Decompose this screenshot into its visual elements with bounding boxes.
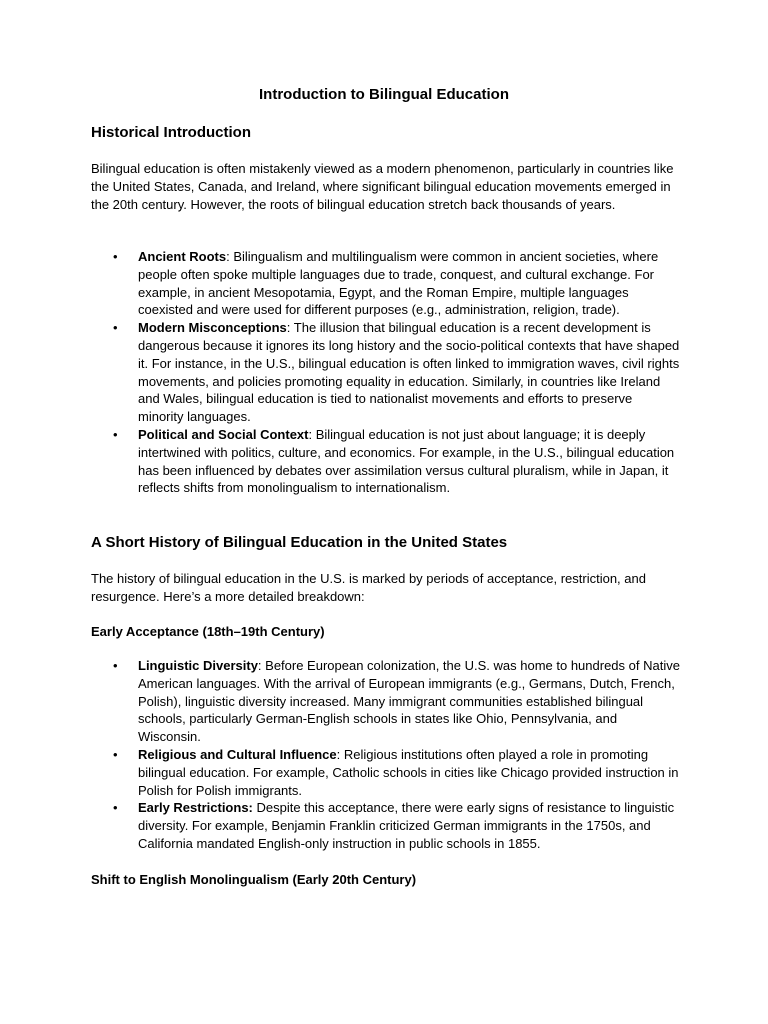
- bullet-term: Religious and Cultural Influence: [138, 746, 337, 762]
- bullet-icon: •: [113, 658, 118, 673]
- bullet-term: Ancient Roots: [138, 249, 227, 264]
- bullet-term: Linguistic Diversity: [138, 658, 258, 673]
- bullet-text: : Before European colonization, the U.S. was home to hundreds of Native American languages. With the arrival of European immigrants (e.g., Germans, Dutch, French, Polish), linguistic diversity increased. Many immigrant communities established bilingual schools, particularly German-English schools in states like Ohio, Pennsylvania, and Wisconsin.: [138, 658, 680, 745]
- bullet-text: : Religious institutions often played a role in promoting bilingual education. For example, Catholic schools in cities like Chicago provided instruction in Polish for Polish immigrants.: [138, 746, 679, 798]
- bullet-icon: •: [113, 746, 118, 762]
- bullet-text: : Bilingualism and multilingualism were common in ancient societies, where people often spoke multiple languages due to trade, conquest, and cultural exchange. For example, in ancient Mesopotamia, Egypt, and the Roman Empire, multiple languages coexisted and were used for different purposes (e.g., administration, religion, trade).: [138, 249, 659, 318]
- list-item: [91, 657, 681, 746]
- bullet-text: : Bilingual education is not just about language; it is deeply intertwined with politics, culture, and economics. For example, in the U.S., bilingual education has been influenced by debates over assimilation versus cultural pluralism, while in Japan, it reflects shifts from monolingualism to internationalism.: [138, 426, 675, 496]
- list-item: [91, 426, 681, 497]
- list-item: [91, 248, 681, 319]
- list-item: [91, 319, 681, 426]
- subsection-heading-english-monolingualism: Shift to English Monolingualism (Early 20th Century): [91, 872, 417, 887]
- section-heading-historical-introduction: Historical Introduction: [91, 124, 252, 141]
- bullet-icon: •: [113, 249, 118, 264]
- bullet-term: Modern Misconceptions: [138, 320, 287, 336]
- historical-bullet-list: [91, 248, 681, 497]
- document-title: Introduction to Bilingual Education: [259, 86, 509, 103]
- list-item: [91, 799, 681, 852]
- section-heading-us-history: A Short History of Bilingual Education in the United States: [91, 534, 508, 551]
- early-acceptance-bullet-list: [91, 657, 681, 853]
- us-history-paragraph: The history of bilingual education in the U.S. is marked by periods of acceptance, restriction, and resurgence. Here’s a more detailed breakdown:: [91, 571, 646, 604]
- bullet-icon: •: [113, 320, 118, 336]
- bullet-text: : The illusion that bilingual education is a recent development is dangerous because it ignores its long history and the socio-political contexts that have shaped it. For instance, in the U.S., bilingual education is often linked to immigration waves, civil rights movements, and policies promoting equality in education. Similarly, in countries like Ireland and Wales, bilingual education is tied to nationalist movements and efforts to preserve minority languages.: [138, 320, 680, 425]
- bullet-term: Political and Social Context: [138, 426, 309, 442]
- historical-introduction-paragraph: Bilingual education is often mistakenly viewed as a modern phenomenon, particularly in countries like the United States, Canada, and Ireland, where significant bilingual education movements emerged in the 20th century. However, the roots of bilingual education stretch back thousands of years.: [91, 161, 674, 212]
- list-item: [91, 746, 681, 799]
- bullet-term: Early Restrictions:: [138, 800, 253, 816]
- subsection-heading-early-acceptance: Early Acceptance (18th–19th Century): [91, 624, 325, 639]
- bullet-icon: •: [113, 426, 118, 442]
- bullet-icon: •: [113, 800, 118, 816]
- bullet-text: Despite this acceptance, there were early signs of resistance to linguistic diversity. For example, Benjamin Franklin criticized German immigrants in the 1750s, and California mandated English-only instruction in public schools in 1855.: [138, 800, 675, 851]
